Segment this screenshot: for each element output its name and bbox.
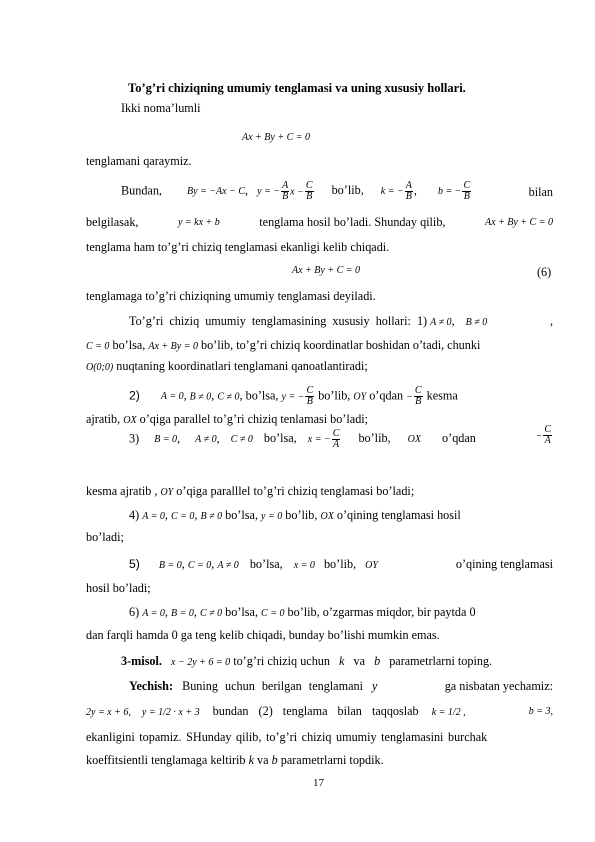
formula: x = 0 — [293, 560, 315, 571]
formula: Ax + By = 0 — [148, 341, 198, 352]
text: o’qdan — [369, 388, 404, 403]
formula: k — [339, 654, 345, 668]
text: o’qining tenglamasi hosil — [336, 508, 461, 522]
list-number: 4) — [129, 508, 140, 522]
formula: B = 0 — [170, 608, 194, 619]
formula: Ax + By + C = 0 — [242, 132, 311, 143]
formula: C = 0 — [187, 560, 212, 571]
text-line — [86, 289, 376, 304]
text: o’qiga parallel to’g’ri chiziq tenlamasi bo’ladi; — [139, 412, 369, 426]
formula: C ≠ 0 — [217, 391, 240, 403]
formula: B = 0 — [158, 560, 182, 571]
text: kesma ajratib , — [86, 484, 158, 498]
formula: Ax + By + C = 0 — [292, 265, 361, 276]
text-line: 4) A = 0, C = 0, B ≠ 0 bo’lsa, y = 0 bo’lib, OX o’qining tenglamasi hosil — [129, 508, 461, 522]
list-number: 5) — [129, 557, 140, 571]
formula: k = 1/2 , — [431, 707, 466, 718]
text: bo’lsa, — [263, 431, 297, 446]
text: nuqtaning koordinatlari tenglamani qanoatlantiradi; — [116, 359, 368, 373]
formula: B ≠ 0 — [200, 511, 223, 522]
text: tenglama ham to’g’ri chiziq tenglamasi ekanligi kelib chiqadi. — [86, 240, 390, 254]
list-number: 6) — [129, 605, 140, 619]
text-line — [129, 679, 553, 694]
text: bo’lib, — [285, 508, 318, 522]
text: bilan — [528, 185, 553, 199]
text-line — [121, 101, 201, 116]
text-line — [86, 338, 480, 354]
text-line — [86, 359, 368, 375]
formula: A = 0 — [142, 608, 165, 619]
text: parametrlarni toping. — [389, 654, 493, 668]
text: va — [257, 753, 269, 767]
formula: y = − — [257, 186, 281, 198]
text-line — [86, 215, 553, 230]
formula: b = 3, — [528, 706, 553, 717]
text: ga nisbatan yechamiz: — [444, 679, 553, 693]
text: bundan (2) tenglama bilan taqqoslab — [212, 704, 419, 718]
text: , — [245, 183, 249, 198]
formula: y = − — [281, 391, 305, 403]
text-line: 3) B = 0, A ≠ 0, C ≠ 0 bo’lsa, x = − $\frac{C}{A}$ bo’lib, OX o’qdan − $\frac{C}{A}$ — [129, 424, 551, 450]
text-line — [86, 730, 487, 745]
list-number: 3) — [129, 431, 140, 446]
formula: y — [372, 679, 378, 693]
formula: b — [374, 654, 381, 668]
formula: C = 0 — [86, 341, 110, 352]
formula: A ≠ 0 — [217, 560, 239, 571]
text-line — [86, 484, 414, 500]
formula: A = 0 — [142, 511, 165, 522]
text-line: 6) A = 0, B = 0, C ≠ 0 bo’lsa, C = 0 bo’lib, o’zgarmas miqdor, bir paytda 0 — [129, 605, 476, 619]
axis-name: OY — [160, 487, 174, 498]
formula: Ax + By + C = 0 — [484, 217, 553, 228]
text-line — [86, 412, 368, 428]
text: Ikki noma’lumli — [121, 101, 201, 115]
page-number: 17 — [313, 777, 324, 789]
text: koeffitsientli tenglamaga keltirib — [86, 753, 246, 767]
formula: B = 0 — [154, 434, 178, 446]
text: Buning uchun berilgan tenglamani — [182, 679, 363, 693]
equation-number: (6) — [537, 265, 552, 279]
text: To’g’ri chiziq umumiy tenglamasining xususiy hollari: 1) — [129, 314, 428, 328]
text: bo’lsa, — [225, 508, 258, 522]
fraction: $\frac{C}{B}$ — [414, 385, 422, 407]
text: o’qining tenglamasi — [455, 557, 553, 571]
text: bo’lib, — [331, 183, 364, 198]
axis-name: OX — [123, 415, 137, 426]
formula: k — [248, 753, 254, 767]
example-label: 3-misol. — [121, 654, 162, 668]
formula: C ≠ 0 — [199, 608, 223, 619]
formula: b — [271, 753, 278, 767]
text: hosil bo’ladi; — [86, 581, 151, 595]
text: parametrlarni topdik. — [280, 753, 384, 767]
text: bo’lsa, — [225, 605, 258, 619]
text: tenglamani qaraymiz. — [86, 154, 192, 168]
text-line: To’g’ri chiziq umumiy tenglamasining xususiy hollari: 1) A ≠ 0, B ≠ 0 , — [129, 314, 553, 328]
fraction: $\frac{C}{B}$ — [305, 180, 313, 202]
formula: A ≠ 0 — [195, 434, 217, 446]
text: va — [353, 654, 366, 668]
formula: y = 1/2 · x + 3 — [141, 707, 200, 718]
page-title: To’g’ri chiziqning umumiy tenglamasi va uning xususiy hollari. — [128, 81, 466, 95]
text: to’g’ri chiziq uchun — [233, 654, 330, 668]
fraction: $\frac{C}{B}$ — [463, 180, 471, 202]
formula: C ≠ 0 — [230, 434, 253, 446]
text: dan farqli hamda 0 ga teng kelib chiqadi, bunday bo’lishi mumkin emas. — [86, 628, 440, 642]
text: bo’lsa, — [249, 557, 283, 571]
fraction: $\frac{A}{B}$ — [282, 180, 289, 202]
formula: B ≠ 0 — [189, 391, 212, 403]
text-line: 2) A = 0, B ≠ 0, C ≠ 0, bo’lsa, y = − $\frac{C}{B}$ bo’lib, OY o’qdan − $\frac{C}{B}$ kesma — [129, 385, 458, 407]
text: bo’lib, to’g’ri chiziq koordinatlar boshidan o’tadi, chunki — [201, 338, 481, 352]
text: o’qdan — [442, 431, 476, 446]
text-line — [121, 654, 492, 670]
formula: A ≠ 0 — [430, 317, 452, 328]
fraction: $\frac{C}{A}$ — [332, 428, 340, 450]
axis-name: OX — [320, 511, 334, 522]
text: belgilasak, — [86, 215, 139, 229]
text-line — [86, 530, 124, 545]
formula: C = 0 — [170, 511, 195, 522]
text: bo’lsa, — [245, 388, 279, 403]
formula: y = 0 — [261, 511, 283, 522]
text: bo’lib, — [318, 388, 351, 403]
text-line — [86, 628, 440, 643]
text-line — [86, 240, 389, 255]
text: bo’lib, o’zgarmas miqdor, bir paytda 0 — [287, 605, 476, 619]
text: ajratib, — [86, 412, 121, 426]
solution-label: Yechish: — [129, 679, 174, 693]
axis-name: OX — [407, 434, 421, 446]
axis-name: OY — [365, 560, 378, 571]
text: tenglama hosil bo’ladi. Shunday qilib, — [259, 215, 446, 229]
formula: x − 2y + 6 = 0 — [171, 657, 231, 668]
text-line — [86, 154, 192, 169]
text-line — [86, 704, 553, 720]
text-line: 5) B = 0, C = 0, A ≠ 0 bo’lsa, x = 0 bo’lib, OY o’qining tenglamasi — [129, 557, 553, 571]
formula: x = − — [307, 434, 331, 446]
axis-name: OY — [353, 391, 367, 403]
text-line: Bundan, By = −Ax − C, y = − $\frac{A}{B}$ x − $\frac{C}{B}$ bo’lib, k = − $\frac{A}{B}$ , b = − $\frac{C}{B}$ bilan — [121, 180, 553, 202]
text: o’qiga paralllel to’g’ri chiziq tenglamasi bo’ladi; — [176, 484, 415, 498]
text: bo’lsa, — [112, 338, 146, 352]
formula: O(0;0) — [86, 362, 114, 373]
text: kesma — [426, 388, 458, 403]
text: tenglamaga to’g’ri chiziqning umumiy tenglamasi deyiladi. — [86, 289, 376, 303]
text: bo’lib, — [323, 557, 357, 571]
text-line — [86, 753, 384, 768]
formula: 2y = x + 6, — [86, 707, 131, 718]
text: bo’lib, — [358, 431, 391, 446]
formula: A = 0 — [160, 391, 184, 403]
formula: y = kx + b — [177, 217, 220, 228]
fraction: $\frac{C}{B}$ — [306, 385, 314, 407]
fraction: $\frac{C}{A}$ — [544, 424, 551, 446]
text: ekanligini topamiz. SHunday qilib, to’g’ri chiziq umumiy tenglamasini burchak — [86, 730, 488, 744]
text: Bundan, — [121, 183, 162, 198]
formula: C = 0 — [261, 608, 285, 619]
text-line — [86, 581, 151, 596]
formula: B ≠ 0 — [465, 317, 488, 328]
fraction: $\frac{A}{B}$ — [405, 180, 412, 202]
formula: By = −Ax − C — [187, 186, 246, 198]
text: bo’ladi; — [86, 530, 124, 544]
list-number: 2) — [129, 388, 140, 403]
